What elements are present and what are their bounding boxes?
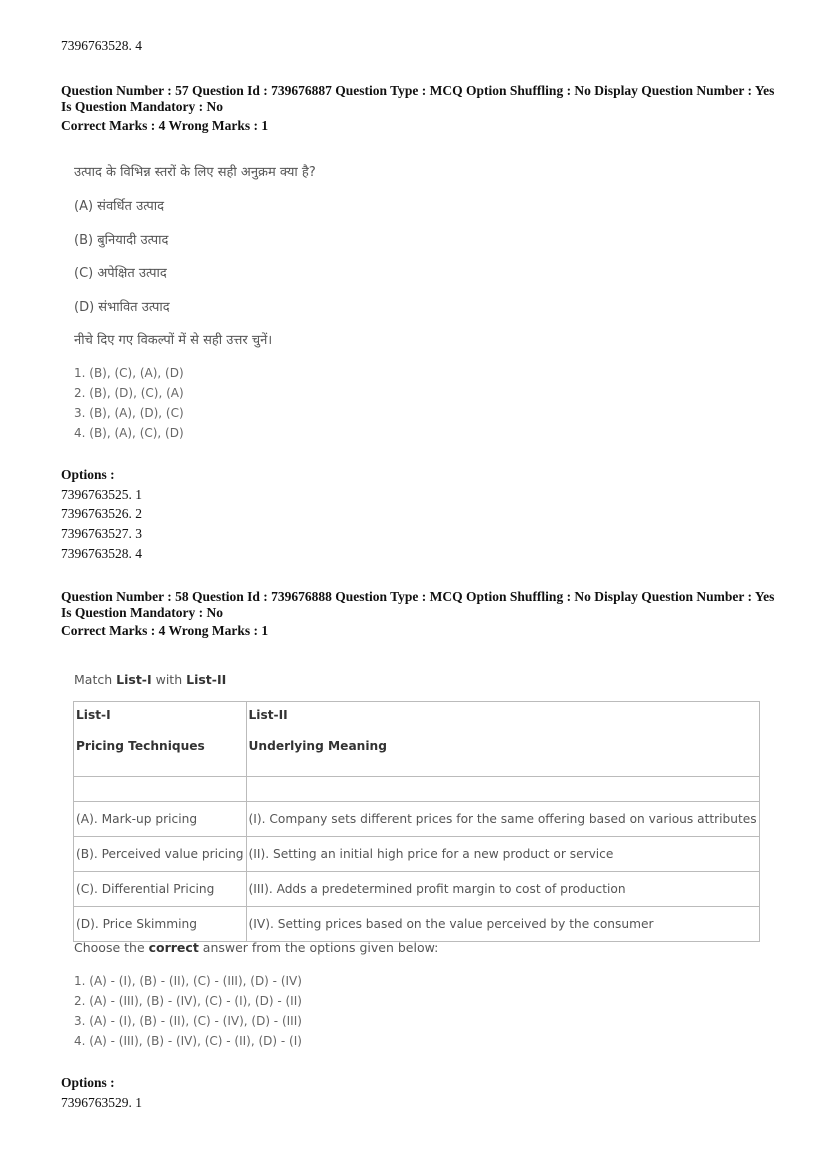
table-cell: (A). Mark-up pricing [74,802,247,837]
answer-choice: 1. (A) - (I), (B) - (II), (C) - (III), (D) - (IV) [74,974,302,988]
options-label: Options : [61,467,115,482]
list-1-label: List-I [116,672,152,687]
question-item: (B) बुनियादी उत्पाद [74,233,169,248]
column-2-subtitle: Underlying Meaning [248,739,387,753]
column-2-title: List-II [248,708,288,722]
question-marks: Correct Marks : 4 Wrong Marks : 1 [61,623,269,638]
previous-option-line: 7396763528. 4 [61,38,142,53]
table-cell: (I). Company sets different prices for the same offering based on various attributes [246,802,759,837]
table-cell: (II). Setting an initial high price for a new product or service [246,837,759,872]
answer-choice: 1. (B), (C), (A), (D) [74,366,184,380]
match-prefix: Match [74,672,117,687]
table-cell: (D). Price Skimming [74,907,247,942]
option-id: 7396763526. 2 [61,506,142,521]
match-instruction [74,672,226,687]
table-cell: (B). Perceived value pricing [74,837,247,872]
question-item: (D) संभावित उत्पाद [74,300,170,315]
table-cell: (C). Differential Pricing [74,872,247,907]
choose-suffix: answer from the options given below: [198,940,439,955]
answer-choice: 3. (A) - (I), (B) - (II), (C) - (IV), (D) - (III) [74,1014,302,1028]
question-text: उत्पाद के विभिन्न स्तरों के लिए सही अनुक्रम क्या है? [74,165,316,180]
table-row [74,872,760,907]
option-id: 7396763529. 1 [61,1095,142,1110]
question-mandatory: Is Question Mandatory : No [61,99,224,114]
question-instruction: नीचे दिए गए विकल्पों में से सही उत्तर चुनें। [74,333,273,348]
table-cell: (IV). Setting prices based on the value perceived by the consumer [246,907,759,942]
question-header: Question Number : 58 Question Id : 739676888 Question Type : MCQ Option Shuffling : No Display Question Number : Yes [61,589,775,604]
question-item: (A) संवर्धित उत्पाद [74,199,164,214]
table-header-cell [74,702,247,777]
question-mandatory: Is Question Mandatory : No [61,605,224,620]
table-cell: (III). Adds a predetermined profit margin to cost of production [246,872,759,907]
option-id: 7396763528. 4 [61,546,142,561]
choose-prefix: Choose the [74,940,149,955]
option-id: 7396763525. 1 [61,487,142,502]
list-2-label: List-II [186,672,227,687]
choose-bold: correct [148,940,199,955]
choose-instruction [74,940,438,955]
column-1-title: List-I [76,708,111,722]
table-blank-row [74,777,760,802]
options-label: Options : [61,1075,115,1090]
match-with: with [151,672,187,687]
answer-choice: 3. (B), (A), (D), (C) [74,406,184,420]
table-row [74,837,760,872]
question-item: (C) अपेक्षित उत्पाद [74,266,167,281]
answer-choice: 4. (B), (A), (C), (D) [74,426,184,440]
table-row [74,907,760,942]
table-row [74,802,760,837]
answer-choice: 2. (A) - (III), (B) - (IV), (C) - (I), (D) - (II) [74,994,302,1008]
question-marks: Correct Marks : 4 Wrong Marks : 1 [61,118,269,133]
answer-choice: 4. (A) - (III), (B) - (IV), (C) - (II), (D) - (I) [74,1034,302,1048]
answer-choice: 2. (B), (D), (C), (A) [74,386,184,400]
question-header: Question Number : 57 Question Id : 739676887 Question Type : MCQ Option Shuffling : No Display Question Number : Yes [61,83,775,98]
column-1-subtitle: Pricing Techniques [76,739,205,753]
option-id: 7396763527. 3 [61,526,142,541]
table-header-row [74,702,760,777]
match-table [73,701,760,942]
table-header-cell [246,702,759,777]
